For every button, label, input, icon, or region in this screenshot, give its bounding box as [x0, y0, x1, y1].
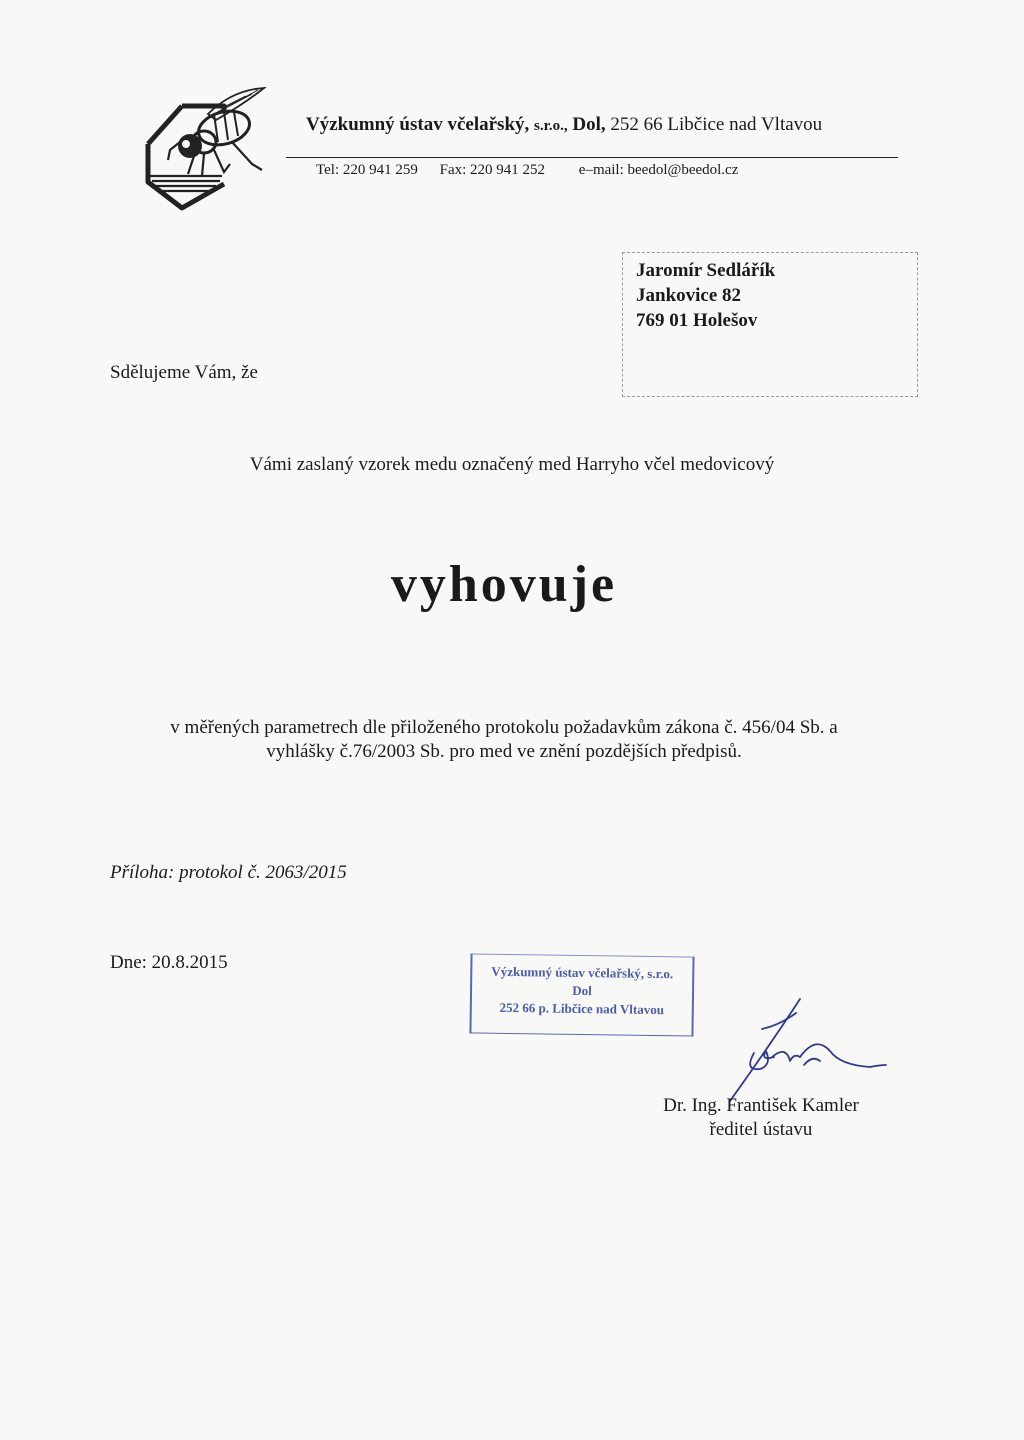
letter-date: Dne: 20.8.2015 — [110, 952, 228, 973]
sample-description: Vámi zaslaný vzorek medu označený med Harryho včel medovicový — [249, 454, 775, 475]
attachment-note: Příloha: protokol č. 2063/2015 — [110, 862, 347, 883]
greeting: Sdělujeme Vám, že — [110, 362, 258, 383]
handwritten-signature — [700, 995, 890, 1105]
org-form: s.r.o., — [534, 118, 568, 134]
parameters-paragraph — [0, 716, 1008, 764]
stamp-line-1: Výzkumný ústav včelařský, s.r.o. — [491, 963, 674, 982]
recipient-address — [636, 258, 775, 333]
org-address: 252 66 Libčice nad Vltavou — [610, 114, 823, 135]
signer-block — [652, 1094, 870, 1142]
organization-line — [306, 114, 822, 136]
bee-logo-icon — [132, 84, 272, 212]
header-divider — [286, 157, 898, 158]
recipient-street: Jankovice 82 — [636, 285, 742, 306]
params-line-2: vyhlášky č.76/2003 Sb. pro med ve znění pozdějších předpisů. — [266, 741, 742, 762]
stamp-line-3: 252 66 p. Libčice nad Vltavou — [499, 999, 665, 1018]
contact-line — [316, 162, 738, 179]
stamp-line-2: Dol — [572, 982, 592, 999]
recipient-name: Jaromír Sedlářík — [636, 260, 776, 281]
org-place: Dol, — [572, 114, 606, 135]
params-line-1: v měřených parametrech dle přiloženého protokolu požadavkům zákona č. 456/04 Sb. a — [170, 717, 838, 738]
org-name: Výzkumný ústav včelařský, — [306, 114, 530, 135]
institute-stamp — [469, 953, 694, 1036]
signer-title: ředitel ústavu — [709, 1119, 813, 1140]
fax: Fax: 220 941 252 — [439, 162, 546, 178]
verdict-heading: vyhovuje — [390, 556, 618, 613]
recipient-city: 769 01 Holešov — [636, 310, 758, 331]
telephone: Tel: 220 941 259 — [316, 162, 418, 178]
signer-name: Dr. Ing. František Kamler — [663, 1095, 859, 1116]
email: e–mail: beedol@beedol.cz — [578, 162, 739, 178]
